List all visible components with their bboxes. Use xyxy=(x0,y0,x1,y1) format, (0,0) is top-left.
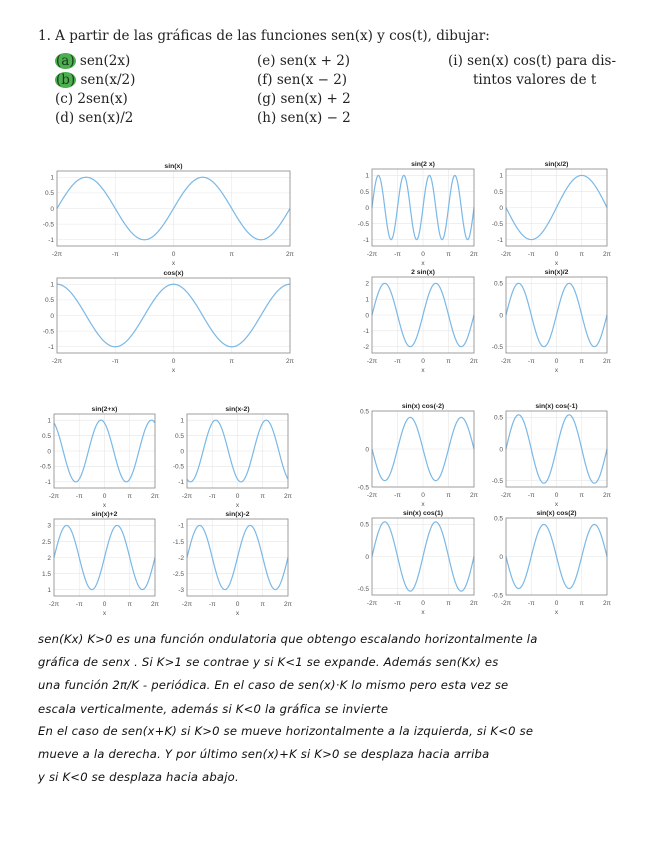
x-axis-label: x xyxy=(102,502,107,509)
y-tick-label: 2 xyxy=(47,554,51,562)
y-tick-label: -2.5 xyxy=(172,570,184,578)
y-tick-label: -1 xyxy=(48,237,54,245)
x-tick-label: -2π xyxy=(48,493,60,500)
handwritten-line: y si K<0 se desplaza hacia abajo. xyxy=(38,770,239,784)
x-tick-label: -2π xyxy=(366,492,378,499)
x-tick-label: -π xyxy=(394,600,401,607)
plot-title: sin(2+x) xyxy=(91,406,118,413)
x-tick-label: -π xyxy=(394,358,401,365)
item-text: sen(x) + 2 xyxy=(280,91,351,107)
plot-title: sin(x)-2 xyxy=(225,511,250,518)
x-tick-label: 2π xyxy=(150,493,160,500)
y-tick-label: 0 xyxy=(499,204,503,212)
plot-sin-x-cos-2- xyxy=(358,403,479,508)
x-tick-label: 0 xyxy=(554,251,559,258)
x-tick-label: 0 xyxy=(554,600,559,607)
x-tick-label: -π xyxy=(394,251,401,258)
y-tick-label: -1 xyxy=(178,522,184,530)
plot-cos-x- xyxy=(43,270,295,374)
x-tick-label: π xyxy=(446,492,451,499)
x-tick-label: -2π xyxy=(366,251,378,258)
plot-sin-x-2 xyxy=(492,269,612,374)
plot-sin-x-cos-1- xyxy=(358,510,479,616)
handwritten-line: gráfica de senx . Si K>1 se contrae y si K<1 se expande. Además sen(Kx) es xyxy=(38,655,499,669)
item-label: (e) xyxy=(257,53,276,69)
plot-title: sin(x-2) xyxy=(225,406,250,413)
y-tick-label: -0.5 xyxy=(491,343,503,351)
plot-sin-2-x- xyxy=(40,406,160,509)
y-tick-label: 3 xyxy=(47,522,51,530)
y-tick-label: -1 xyxy=(178,479,184,487)
y-tick-label: 0.5 xyxy=(359,408,369,416)
x-tick-label: 2π xyxy=(602,492,612,499)
y-tick-label: -1 xyxy=(45,479,51,487)
x-tick-label: -2π xyxy=(51,251,63,258)
x-tick-label: 2π xyxy=(285,251,295,258)
y-tick-label: 0.5 xyxy=(493,280,503,288)
x-tick-label: 2π xyxy=(469,251,479,258)
x-tick-label: -π xyxy=(527,492,535,499)
x-tick-label: -2π xyxy=(48,601,60,608)
y-tick-label: 0 xyxy=(365,312,369,320)
y-tick-label: 1 xyxy=(47,586,51,594)
item-label: (f) xyxy=(257,72,273,88)
x-tick-label: π xyxy=(579,358,584,365)
x-axis-label: x xyxy=(235,502,240,509)
x-axis-label: x xyxy=(421,367,425,374)
x-tick-label: -π xyxy=(111,358,119,365)
plot-sin-x-2 xyxy=(173,511,293,617)
item-text: sen(x/2) xyxy=(80,72,136,88)
y-tick-label: 0.5 xyxy=(493,515,503,523)
x-tick-label: 2π xyxy=(469,358,479,365)
x-tick-label: 0 xyxy=(102,601,107,608)
plot-sin-x-cos-1- xyxy=(492,403,612,508)
x-axis-label: x xyxy=(421,501,425,508)
plot-title: cos(x) xyxy=(163,270,184,277)
y-tick-label: 1 xyxy=(50,174,54,182)
item-label: (c) xyxy=(55,91,74,107)
item-label: (d) xyxy=(55,110,75,126)
y-tick-label: -2 xyxy=(178,554,184,562)
x-tick-label: 0 xyxy=(554,492,559,499)
x-tick-label: -2π xyxy=(500,251,512,258)
x-tick-label: 2π xyxy=(602,600,612,607)
x-tick-label: -π xyxy=(527,600,535,607)
handwritten-line: En el caso de sen(x+K) si K>0 se mueve horizontalmente a la izquierda, si K<0 se xyxy=(38,724,534,738)
x-tick-label: -π xyxy=(527,358,535,365)
plot-sin-x- xyxy=(43,163,295,267)
y-tick-label: 0 xyxy=(50,312,54,320)
x-tick-label: 2π xyxy=(150,601,160,608)
plot-sin-2-x- xyxy=(358,161,479,267)
x-tick-label: π xyxy=(579,492,584,499)
item-label: (g) xyxy=(257,91,277,107)
y-tick-label: 0.5 xyxy=(41,432,51,440)
x-axis-label: x xyxy=(554,609,559,616)
y-tick-label: 0 xyxy=(180,448,184,456)
item-text: sen(x)/2 xyxy=(78,110,134,126)
item-text: sen(2x) xyxy=(79,53,131,69)
y-tick-label: 0.5 xyxy=(493,188,503,196)
y-tick-label: -0.5 xyxy=(491,592,503,600)
x-tick-label: -π xyxy=(394,492,401,499)
x-tick-label: 0 xyxy=(421,358,425,365)
y-tick-label: 1 xyxy=(365,172,369,180)
plot-sin-x-cos-2- xyxy=(492,510,612,616)
y-tick-label: -0.5 xyxy=(42,221,54,229)
y-tick-label: -0.5 xyxy=(491,220,503,228)
x-tick-label: 0 xyxy=(171,251,176,258)
x-tick-label: -2π xyxy=(51,358,63,365)
plot-sin-x-2- xyxy=(492,161,612,267)
y-tick-label: -1 xyxy=(363,236,369,244)
y-tick-label: -1.5 xyxy=(172,538,184,546)
y-tick-label: -1 xyxy=(48,344,54,352)
x-tick-label: π xyxy=(127,601,132,608)
x-tick-label: 0 xyxy=(235,601,240,608)
x-tick-label: π xyxy=(229,251,234,258)
y-tick-label: 1 xyxy=(50,281,54,289)
y-tick-label: -1 xyxy=(363,328,369,336)
y-tick-label: 1 xyxy=(180,417,184,425)
x-tick-label: π xyxy=(229,358,234,365)
x-tick-label: 2π xyxy=(469,492,479,499)
item-text: sen(x) cos(t) para dis- xyxy=(467,53,617,69)
item-label: (i) xyxy=(448,53,463,69)
y-tick-label: -1 xyxy=(497,236,503,244)
x-tick-label: 0 xyxy=(554,358,559,365)
handwritten-line: una función 2π/K - periódica. En el caso de sen(x)·K lo mismo pero esta vez se xyxy=(38,678,509,692)
x-tick-label: 2π xyxy=(469,600,479,607)
y-tick-label: 1 xyxy=(365,296,369,304)
x-tick-label: π xyxy=(260,493,265,500)
plot-title: 2 sin(x) xyxy=(411,269,435,276)
plot-title: sin(x) cos(1) xyxy=(402,510,444,517)
y-tick-label: -2 xyxy=(363,343,369,351)
x-tick-label: π xyxy=(446,600,451,607)
x-axis-label: x xyxy=(235,610,240,617)
x-tick-label: π xyxy=(579,600,584,607)
x-axis-label: x xyxy=(421,609,425,616)
y-tick-label: 0.5 xyxy=(359,521,369,529)
x-tick-label: 2π xyxy=(602,251,612,258)
x-tick-label: 0 xyxy=(102,493,107,500)
x-axis-label: x xyxy=(102,610,107,617)
x-tick-label: -2π xyxy=(181,493,193,500)
y-tick-label: -0.5 xyxy=(357,220,369,228)
y-tick-label: -3 xyxy=(178,586,184,594)
x-axis-label: x xyxy=(421,260,425,267)
y-tick-label: 0.5 xyxy=(44,190,54,198)
y-tick-label: 0 xyxy=(499,446,503,454)
plot-sin-x-2 xyxy=(42,511,160,617)
handwritten-line: sen(Kx) K>0 es una función ondulatoria que obtengo escalando horizontalmente la xyxy=(38,632,538,646)
x-tick-label: -π xyxy=(111,251,119,258)
item-text: 2sen(x) xyxy=(77,91,128,107)
y-tick-label: 2.5 xyxy=(41,538,51,546)
x-tick-label: -2π xyxy=(366,358,378,365)
y-tick-label: 2 xyxy=(365,280,369,288)
x-tick-label: 2π xyxy=(285,358,295,365)
item-label-highlighted: (b) xyxy=(56,72,76,88)
plot-title: sin(x/2) xyxy=(544,161,569,168)
x-tick-label: 2π xyxy=(283,493,293,500)
plot-title: sin(x)/2 xyxy=(544,269,569,276)
y-tick-label: -0.5 xyxy=(357,585,369,593)
item-text: sen(x − 2) xyxy=(276,72,348,88)
x-tick-label: -2π xyxy=(181,601,193,608)
handwritten-line: escala verticalmente, además si K<0 la gráfica se invierte xyxy=(38,702,389,716)
x-tick-label: 0 xyxy=(421,492,425,499)
y-tick-label: -0.5 xyxy=(357,484,369,492)
y-tick-label: 1.5 xyxy=(41,570,51,578)
plot-sin-x-2- xyxy=(173,406,293,509)
x-axis-label: x xyxy=(554,367,559,374)
item-text: sen(x) − 2 xyxy=(280,110,351,126)
y-tick-label: 0.5 xyxy=(174,432,184,440)
x-tick-label: -π xyxy=(208,601,216,608)
x-tick-label: 0 xyxy=(235,493,240,500)
x-tick-label: -2π xyxy=(500,492,512,499)
x-tick-label: -π xyxy=(75,601,83,608)
x-tick-label: -2π xyxy=(500,600,512,607)
x-tick-label: 0 xyxy=(171,358,176,365)
y-tick-label: 0.5 xyxy=(44,297,54,305)
y-tick-label: -0.5 xyxy=(39,463,51,471)
plot-title: sin(x) cos(-2) xyxy=(401,403,445,410)
x-axis-label: x xyxy=(554,260,559,267)
x-axis-label: x xyxy=(171,260,176,267)
x-tick-label: 0 xyxy=(421,600,425,607)
y-tick-label: 0 xyxy=(499,312,503,320)
handwritten-line: mueve a la derecha. Y por último sen(x)+K si K>0 se desplaza hacia arriba xyxy=(38,747,490,761)
x-tick-label: 2π xyxy=(602,358,612,365)
item-i-continuation: tintos valores de t xyxy=(473,72,597,88)
plot-title: sin(2 x) xyxy=(411,161,435,168)
x-tick-label: π xyxy=(127,493,132,500)
plot-2-sin-x- xyxy=(363,269,478,374)
y-tick-label: 0 xyxy=(50,205,54,213)
x-axis-label: x xyxy=(171,367,176,374)
plot-title: sin(x) cos(-1) xyxy=(535,403,578,410)
y-tick-label: 1 xyxy=(499,172,503,180)
x-tick-label: -π xyxy=(208,493,216,500)
x-tick-label: -π xyxy=(75,493,83,500)
x-tick-label: π xyxy=(579,251,584,258)
item-label: (h) xyxy=(257,110,277,126)
y-tick-label: 0 xyxy=(499,553,503,561)
x-tick-label: -2π xyxy=(500,358,512,365)
x-tick-label: π xyxy=(260,601,265,608)
x-tick-label: π xyxy=(446,358,451,365)
plot-title: sin(x)+2 xyxy=(91,511,118,518)
y-tick-label: 0.5 xyxy=(493,414,503,422)
item-label-highlighted: (a) xyxy=(56,53,75,69)
item-text: sen(x + 2) xyxy=(279,53,351,69)
plot-title: sin(x) cos(2) xyxy=(536,510,577,517)
y-tick-label: 1 xyxy=(47,417,51,425)
x-tick-label: -π xyxy=(527,251,535,258)
y-tick-label: -0.5 xyxy=(42,328,54,336)
problem-heading: 1. A partir de las gráficas de las funciones sen(x) y cos(t), dibujar: xyxy=(38,28,490,44)
y-tick-label: 0 xyxy=(365,553,369,561)
x-tick-label: 0 xyxy=(421,251,425,258)
x-tick-label: 2π xyxy=(283,601,293,608)
x-tick-label: -2π xyxy=(366,600,378,607)
y-tick-label: -0.5 xyxy=(491,477,503,485)
x-axis-label: x xyxy=(554,501,559,508)
plot-title: sin(x) xyxy=(164,163,183,170)
y-tick-label: 0 xyxy=(47,448,51,456)
y-tick-label: 0 xyxy=(365,446,369,454)
x-tick-label: π xyxy=(446,251,451,258)
y-tick-label: 0.5 xyxy=(359,188,369,196)
y-tick-label: 0 xyxy=(365,204,369,212)
y-tick-label: -0.5 xyxy=(172,463,184,471)
